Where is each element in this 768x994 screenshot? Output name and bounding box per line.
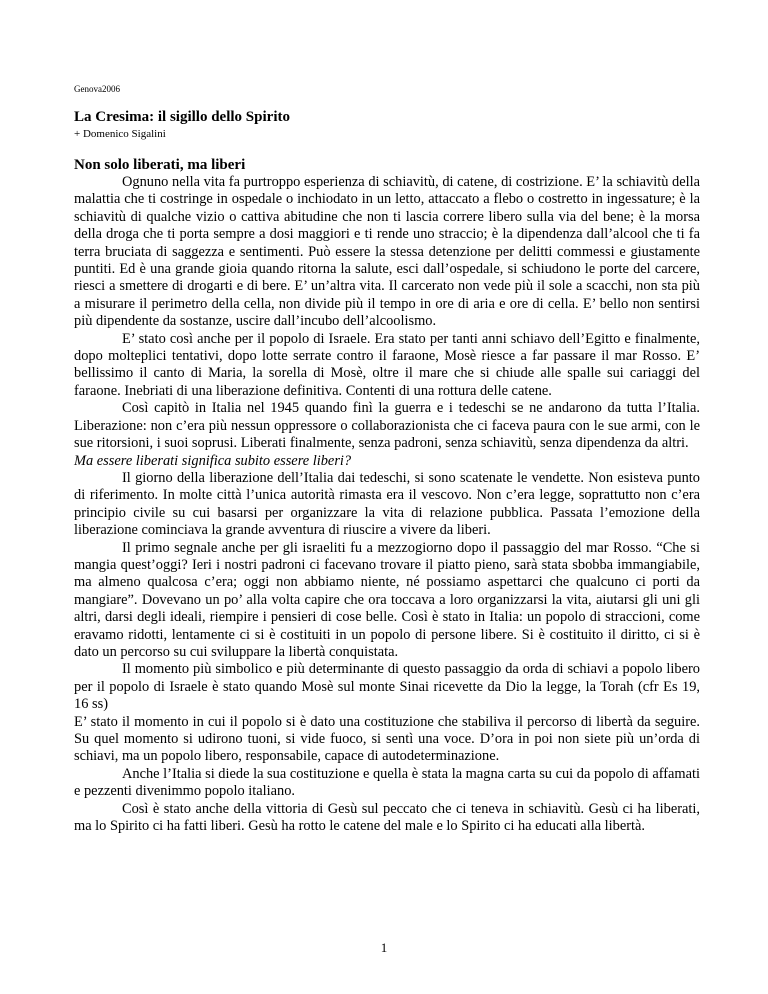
paragraph: Il giorno della liberazione dell’Italia dai tedeschi, si sono scatenate le vendette. Non esisteva punto di riferimento. In molte città l’unica autorità rimasta era il vescovo. Non c’era legge, soprattutto non c’era principio civile su cui basarsi per organizzare la vita di relazione pubblica. Passata l’emozione della liberazione cominciava la grande avventura di riuscire a vivere da liberi.: [74, 469, 700, 539]
document-author: + Domenico Sigalini: [74, 128, 166, 140]
document-body: [74, 156, 700, 835]
paragraph: Anche l’Italia si diede la sua costituzione e quella è stata la magna carta su cui da popolo di affamati e pezzenti divenimmo popolo italiano.: [74, 765, 700, 800]
paragraph: Il primo segnale anche per gli israeliti fu a mezzogiorno dopo il passaggio del mar Rosso. “Che si mangia quest’oggi? Ieri i nostri padroni ci facevano trovare il piatto pieno, sarà stata sbobba immangiabile, ma almeno qualcosa c’era; oggi non abbiamo niente, né possiamo aspettarci che qualcuno ci porti da mangiare”. Dovevano un po’ alla volta capire che ora toccava a loro organizzarsi la vita, aiutarsi gli uni gli altri, darsi degli ideali, riempire i pensieri di cose belle. Così è stato in Italia: un popolo di straccioni, come eravamo ridotti, lentamente ci si è costituiti in un popolo di persone libere. Si è costituito il diritto, ci si è dato un percorso su cui sviluppare la libertà conquistata.: [74, 539, 700, 660]
paragraph: E’ stato così anche per il popolo di Israele. Era stato per tanti anni schiavo dell’Egitto e finalmente, dopo molteplici tentativi, dopo lotte serrate contro il faraone, Mosè riesce a far passare il mar Rosso. E’ bellissimo il canto di Maria, la sorella di Mosè, oltre il mare che si chiude alle spalle sui cariaggi del faraone. Inebriati di una liberazione definitiva. Contenti di una rottura delle catene.: [74, 330, 700, 399]
paragraph: Così capitò in Italia nel 1945 quando finì la guerra e i tedeschi se ne andarono da tutta l’Italia. Liberazione: non c’era più nessun oppressore o collaborazionista che ci faceva paura con le sue armi, con le sue ritorsioni, i suoi soprusi. Liberati finalmente, senza padroni, senza schiavitù, senza dipendenza da altri.: [74, 400, 700, 452]
document-header: Genova2006: [74, 84, 120, 94]
paragraph: Il momento più simbolico e più determinante di questo passaggio da orda di schiavi a popolo libero per il popolo di Israele è stato quando Mosè sul monte Sinai ricevette da Dio la legge, la Torah (cfr Es 19, 16 ss): [74, 661, 700, 713]
paragraph: Ognuno nella vita fa purtroppo esperienza di schiavitù, di catene, di costrizione. E’ la schiavitù della malattia che ti costringe in ospedale o inchiodato in un letto, attaccato a flebo o costretto in ingessature; è la schiavitù di qualche vizio o cattiva abitudine che non ti lascia correre libero sulla via del bene; è la morsa della droga che ti porta sempre a dosi maggiori e ti rende uno straccio; è la dipendenza dall’alcool che ti fa terra bruciata di saggezza e sentimenti. Può essere la stessa detenzione per delitti commessi e giustamente puntiti. Ed è una grande gioia quando ritorna la salute, esci dall’ospedale, si schiudono le porte del carcere, riesci a smettere di drogarti e di bere. E’ un’altra vita. Il carcerato non vede più il sole a scacchi, non sta più a misurare il perimetro della cella, non divide più il tempo in ore di aria e ore di cella. E’ bello non sentirsi più dipendente da sostanze, uscire dall’incubo dell’alcoolismo.: [74, 174, 700, 330]
section-heading: Non solo liberati, ma liberi: [74, 157, 246, 173]
paragraph: E’ stato il momento in cui il popolo si è dato una costituzione che stabiliva il percorso di libertà da seguire. Su quel momento si udirono tuoni, si vide fuoco, si sentì una voce. D’ora in poi non siete più un’orda di schiavi, ma un popolo libero, responsabile, capace di autodeterminazione.: [74, 713, 700, 765]
document-title: La Cresima: il sigillo dello Spirito: [74, 109, 290, 125]
section-heading-italic: Ma essere liberati significa subito essere liberi?: [74, 452, 352, 469]
paragraph: Così è stato anche della vittoria di Gesù sul peccato che ci teneva in schiavitù. Gesù ci ha liberati, ma lo Spirito ci ha fatti liberi. Gesù ha rotto le catene del male e lo Spirito ci ha educati alla libertà.: [74, 800, 700, 835]
page-number: 1: [380, 940, 388, 955]
